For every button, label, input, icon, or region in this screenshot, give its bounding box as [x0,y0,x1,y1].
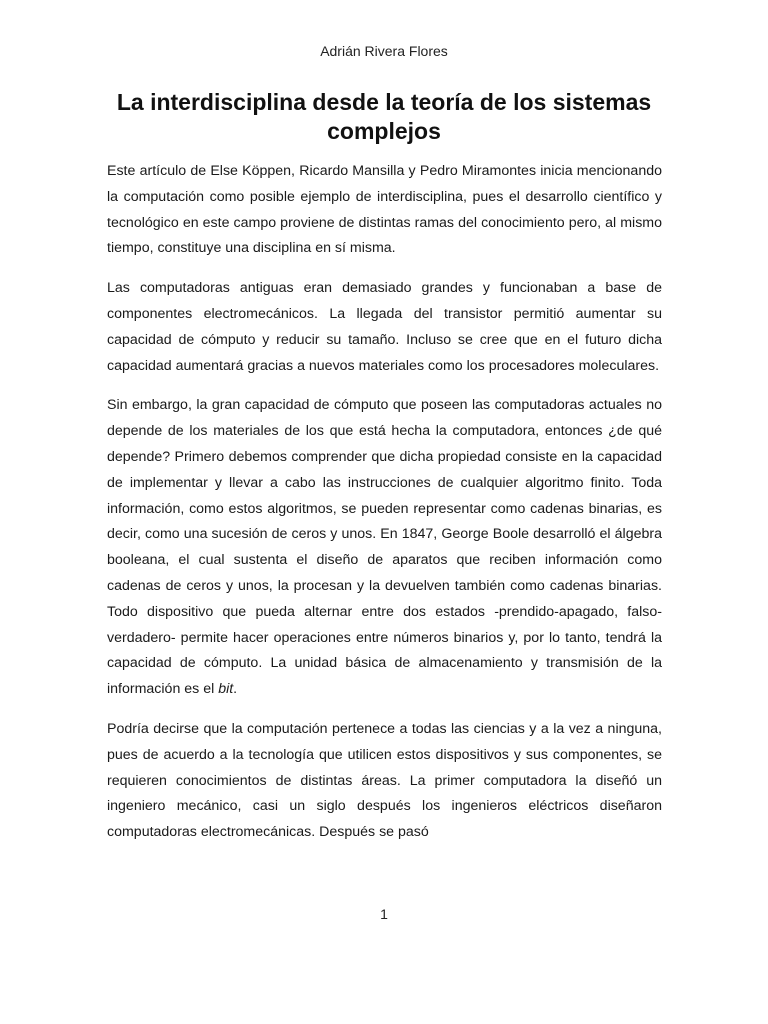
page-number: 1 [380,906,388,922]
paragraph-tail: . [233,681,238,698]
author-name: Adrián Rivera Flores [320,43,448,59]
emphasized-term: bit [218,681,234,698]
paragraph: Las computadoras antiguas eran demasiado grandes y funcionaban a base de componentes electromecánicos. La llegada del transistor permitió aumentar su capacidad de cómputo y reducir su tamaño. Incluso se cree que en el futuro dicha capacidad aumentará gracias a nuevos materiales como los procesadores moleculares. [107,280,662,374]
document-title: La interdisciplina desde la teoría de los sistemas complejos [116,89,652,144]
paragraph: Este artículo de Else Köppen, Ricardo Mansilla y Pedro Miramontes inicia mencionando la computación como posible ejemplo de interdisciplina, pues el desarrollo científico y tecnológico en este campo proviene de distintas ramas del conocimiento pero, al mismo tiempo, constituye una disciplina en sí misma. [107,163,662,257]
paragraph-text: Sin embargo, la gran capacidad de cómputo que poseen las computadoras actuales no depende de los materiales de los que está hecha la computadora, entonces ¿de qué depende? Primero debemos comprender que dicha propiedad consiste en la capacidad de implementar y llevar a cabo las instrucciones de cualquier algoritmo finito. Toda información, como estos algoritmos, se pueden representar como cadenas binarias, es decir, como una sucesión de ceros y unos. En 1847, George Boole desarrolló el álgebra booleana, el cual sustenta el diseño de aparatos que reciben información como cadenas de ceros y unos, la procesan y la devuelven también como cadenas binarias. Todo dispositivo que pueda alternar entre dos estados -prendido-apagado, falso-verdadero- permite hacer operaciones entre números binarios y, por lo tanto, tendrá la capacidad de cómputo. La unidad básica de almacenamiento y transmisión de la información es el [107,397,662,698]
paragraph: Podría decirse que la computación pertenece a todas las ciencias y a la vez a ninguna, pues de acuerdo a la tecnología que utilicen estos dispositivos y sus componentes, se requieren conocimientos de distintas áreas. La primer computadora la diseñó un ingeniero mecánico, casi un siglo después los ingenieros eléctricos diseñaron computadoras electromecánicas. Después se pasó [107,720,662,841]
paragraph [107,393,662,703]
document-body [107,159,662,860]
